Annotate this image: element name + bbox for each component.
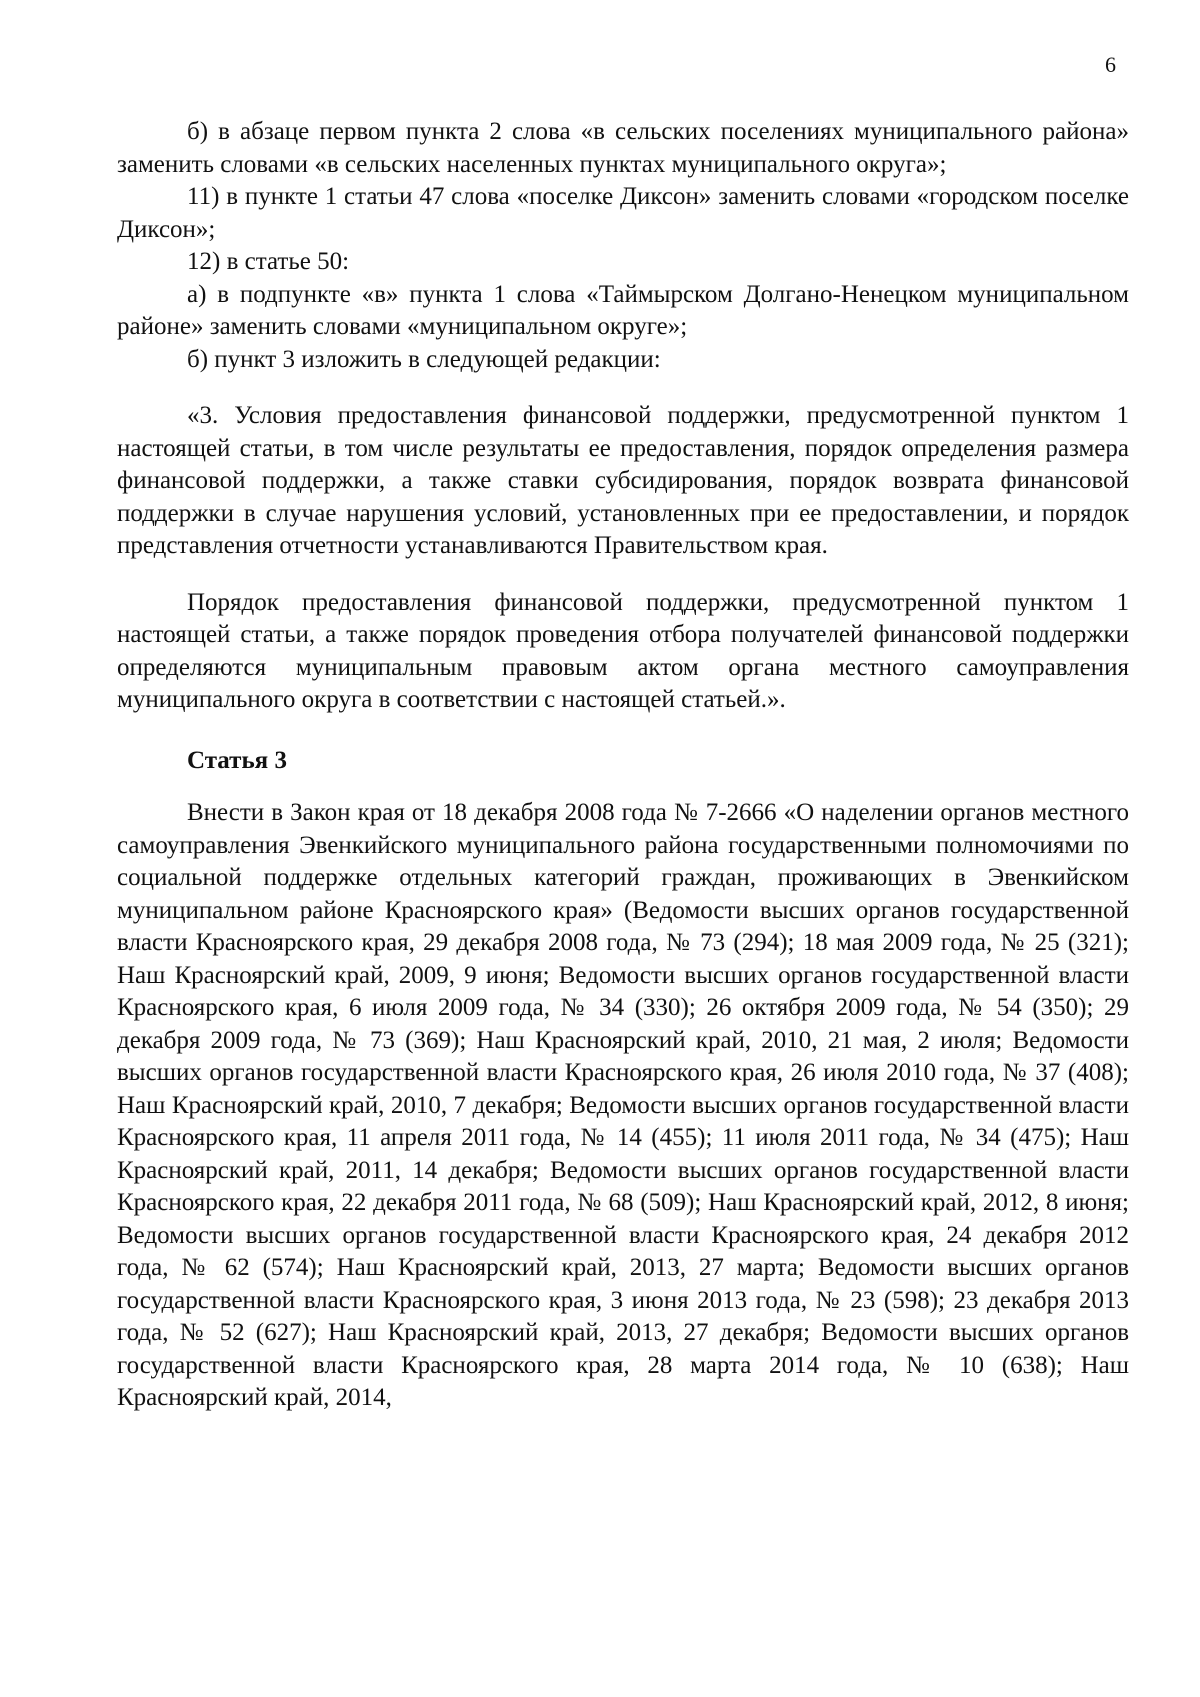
article-heading: Статья 3 bbox=[187, 746, 287, 774]
page-number: 6 bbox=[1105, 52, 1116, 77]
paragraph-amendment-b-point-2: б) в абзаце первом пункта 2 слова «в сельских поселениях муниципального района» заменить словами «в сельских населенных пунктах муниципального округа»; bbox=[117, 118, 1129, 178]
paragraph-amendment-12a: а) в подпункте «в» пункта 1 слова «Таймырском Долгано-Ненецком муниципальном районе» заменить словами «муниципальном округе»; bbox=[117, 280, 1129, 340]
quoted-paragraph-procedure: Порядок предоставления финансовой поддержки, предусмотренной пунктом 1 настоящей статьи, а также порядок проведения отбора получателей финансовой поддержки определяются муниципальным правовым актом органа местного самоуправления муниципального округа в соответствии с настоящей статьей.». bbox=[117, 588, 1129, 713]
paragraph-amendment-11: 11) в пункте 1 статьи 47 слова «поселке Диксон» заменить словами «городском поселке Диксон»; bbox=[117, 183, 1129, 243]
paragraph-amendment-12: 12) в статье 50: bbox=[187, 248, 350, 275]
article-3-paragraph: Внести в Закон края от 18 декабря 2008 года № 7-2666 «О наделении органов местного самоуправления Эвенкийского муниципального района государственными полномочиями по социальной поддержке отдельных категорий граждан, проживающих в Эвенкийском муниципальном районе Красноярского края» (Ведомости высших органов государственной власти Красноярского края, 29 декабря 2008 года, № 73 (294); 18 мая 2009 года, № 25 (321); Наш Красноярский край, 2009, 9 июня; Ведомости высших органов государственной власти Красноярского края, 6 июля 2009 года, № 34 (330); 26 октября 2009 года, № 54 (350); 29 декабря 2009 года, № 73 (369); Наш Красноярский край, 2010, 21 мая, 2 июля; Ведомости высших органов государственной власти Красноярского края, 26 июля 2010 года, № 37 (408); Наш Красноярский край, 2010, 7 декабря; Ведомости высших органов государственной власти Красноярского края, 11 апреля 2011 года, № 14 (455); 11 июля 2011 года, № 34 (475); Наш Красноярский край, 2011, 14 декабря; Ведомости высших органов государственной власти Красноярского края, 22 декабря 2011 года, № 68 (509); Наш Красноярский край, 2012, 8 июня; Ведомости высших органов государственной власти Красноярского края, 24 декабря 2012 года, № 62 (574); Наш Красноярский край, 2013, 27 марта; Ведомости высших органов государственной власти Красноярского края, 3 июня 2013 года, № 23 (598); 23 декабря 2013 года, № 52 (627); Наш Красноярский край, 2013, 27 декабря; Ведомости высших органов государственной власти Красноярского края, 28 марта 2014 года, № 10 (638); Наш Красноярский край, 2014, bbox=[117, 799, 1129, 1411]
quoted-paragraph-point-3: «3. Условия предоставления финансовой поддержки, предусмотренной пунктом 1 настоящей статьи, в том числе результаты ее предоставления, порядок определения размера финансовой поддержки, а также ставки субсидирования, порядок возврата финансовой поддержки в случае нарушения условий, установленных при ее предоставлении, и порядок представления отчетности устанавливаются Правительством края. bbox=[117, 402, 1129, 559]
paragraph-amendment-12b: б) пункт 3 изложить в следующей редакции: bbox=[187, 345, 661, 373]
document-body bbox=[117, 116, 1129, 1415]
